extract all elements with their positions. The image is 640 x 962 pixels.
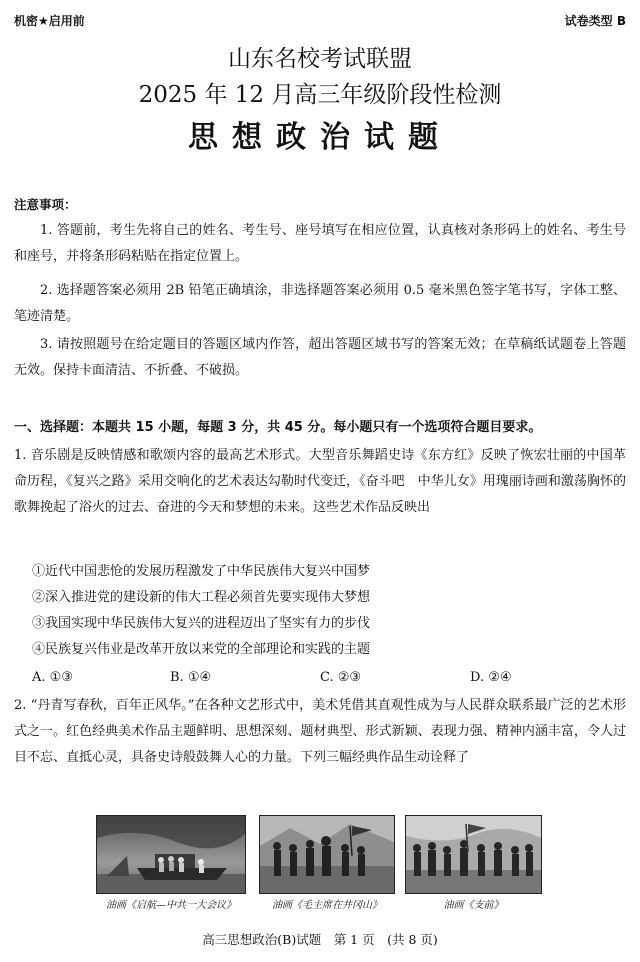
question-1-statement-3: ③我国实现中华民族伟大复兴的进程迈出了坚实有力的步伐 — [32, 616, 371, 631]
painting-caption-3: 油画《支前》 — [443, 900, 504, 911]
question-1-choice-a: A. ①③ — [32, 670, 73, 685]
painting-caption-2: 油画《毛主席在井冈山》 — [272, 900, 382, 911]
question-1-stem: 1. 音乐剧是反映情感和歌颂内容的最高艺术形式。大型音乐舞蹈史诗《东方红》反映了恢宏壮丽的中国革命历程，《复兴之路》采用交响化的艺术表达勾勒时代变迁，《奋斗吧 中华儿女》用瑰丽诗画和激荡胸怀的歌舞挽起了浴火的过去、奋进的今天和梦想的未来。这些艺术作品反映出 — [14, 448, 626, 515]
question-1-statement-1: ①近代中国悲怆的发展历程激发了中华民族伟大复兴中国梦 — [32, 564, 371, 579]
confidential-label: 机密★启用前 — [14, 14, 85, 28]
painting-jinggangshan-image — [259, 815, 395, 894]
note-item-3: 3. 请按照题号在给定题目的答题区域内作答，超出答题区域书写的答案无效；在草稿纸试题卷上答题无效。保持卡面清洁、不折叠、不破损。 — [14, 337, 626, 378]
question-1-statement-4: ④民族复兴伟业是改革开放以来党的全部理论和实践的主题 — [32, 642, 371, 657]
exam-session-title: 2025 年 12 月高三年级阶段性检测 — [138, 82, 502, 108]
notes-heading: 注意事项： — [14, 197, 77, 212]
painting-boat-image — [96, 815, 246, 894]
note-item-2: 2. 选择题答案必须用 2B 铅笔正确填涂，非选择题答案必须用 0.5 毫米黑色签字笔书写，字体工整、笔迹清楚。 — [14, 283, 626, 324]
painting-support-front-image — [405, 815, 542, 894]
exam-organizer-title: 山东名校考试联盟 — [228, 46, 412, 72]
subject-title: 思想政治试题 — [188, 120, 452, 155]
question-1-choice-c: C. ②③ — [320, 670, 362, 685]
section-heading: 一、选择题：本题共 15 小题，每题 3 分，共 45 分。每小题只有一个选项符合题目要求。 — [14, 420, 542, 435]
question-1-choice-b: B. ①④ — [170, 670, 212, 685]
question-1-statement-2: ②深入推进党的建设新的伟大工程必须首先要实现伟大梦想 — [32, 590, 371, 605]
note-item-1: 1. 答题前，考生先将自己的姓名、考生号、座号填写在相应位置，认真核对条形码上的姓名、考生号和座号，并将条形码粘贴在指定位置上。 — [14, 223, 626, 264]
question-2-stem: 2. “丹青写春秋，百年正风华。”在各种文艺形式中，美术凭借其直观性成为与人民群众联系最广泛的艺术形式之一。红色经典美术作品主题鲜明、思想深刻、题材典型、形式新颖、表现力强、精神内涵丰富，令人过目不忘、直抵心灵，具备史诗般鼓舞人心的力量。下列三幅经典作品生动诠释了 — [14, 698, 626, 765]
exam-type-label: 试卷类型 B — [564, 14, 626, 28]
question-1-choice-d: D. ②④ — [470, 670, 512, 685]
page-footer: 高三思想政治(B)试题 第 1 页 (共 8 页) — [202, 932, 438, 947]
painting-caption-1: 油画《启航—中共一大会议》 — [106, 900, 236, 911]
